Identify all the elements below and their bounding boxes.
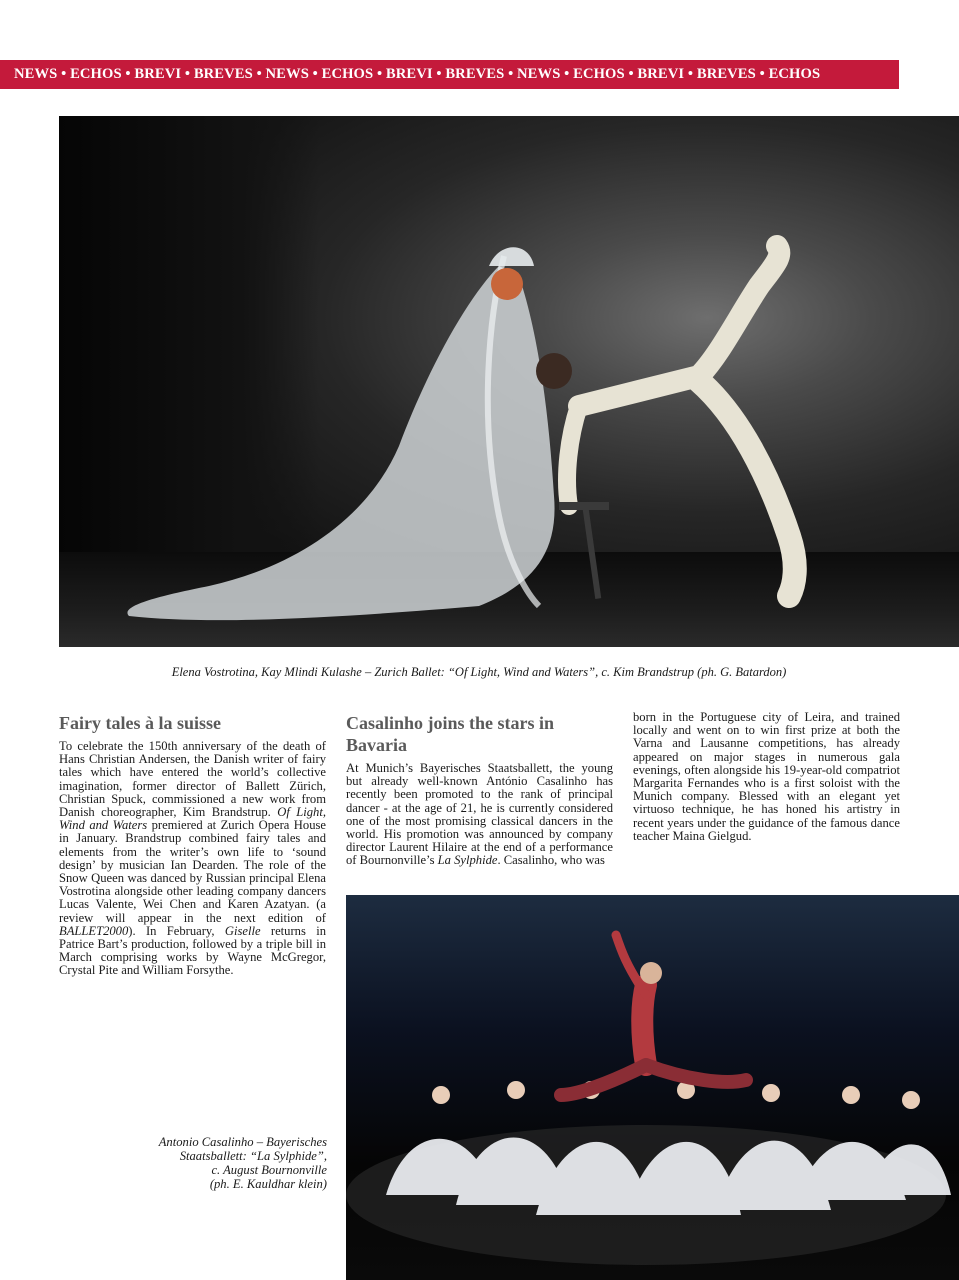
- photo-caption-bottom: Antonio Casalinho – Bayerisches Staatsballett: “La Sylphide”, c. August Bournonville (ph. E. Kauldhar klein): [158, 1135, 327, 1191]
- article-casalinho-continued: [633, 711, 900, 843]
- article-body: At Munich’s Bayerisches Staatsballett, the young but already well-known António Casalinho has recently been promoted to the rank of principal dancer - at the age of 21, he is currently considered one of the most promising classical dancers in the world. His promotion was announced by company director Laurent Hilaire at the end of a performance of Bournonville’s La Sylphide. Casalinho, who was: [346, 761, 613, 868]
- article-fairy-tales: [59, 712, 326, 978]
- sylphide-illustration: [346, 895, 959, 1280]
- photo-caption-top: Elena Vostrotina, Kay Mlindi Kulashe – Zurich Ballet: “Of Light, Wind and Waters”, c. Kim Brandstrup (ph. G. Batardon): [171, 665, 787, 679]
- article-title: Fairy tales à la suisse: [59, 713, 221, 733]
- article-body: To celebrate the 150th anniversary of the death of Hans Christian Andersen, the Danish writer of fairy tales which have entered the world’s collective imagination, former director of Ballett Zürich, Christian Spuck, commissioned a new work from Danish choreographer, Kim Brandstrup. Of Light, Wind and Waters premiered at Zurich Opera House in January. Brandstrup combined fairy tales and elements from the writer’s own life to ‘sound design’ by musician Ian Dearden. The role of the Snow Queen was danced by Russian principal Elena Vostrotina alongside other leading company dancers Lucas Valente, Wei Chen and Karen Azatyan. (a review will appear in the next edition of BALLET2000). In February, Giselle returns in Patrice Bart’s production, followed by a triple bill in March comprising works by Wayne McGregor, Crystal Pite and William Forsythe.: [59, 739, 326, 978]
- article-casalinho: [346, 712, 613, 868]
- dancers-illustration: [59, 116, 959, 647]
- photo-zurich-ballet: [59, 116, 959, 647]
- article-title: Casalinho joins the stars in Bavaria: [346, 713, 555, 755]
- article-body-continued: born in the Portuguese city of Leira, and trained locally and went on to win first prize at both the Varna and Lausanne competitions, has already appeared on major stages in numerous gala evenings, often alongside his 19-year-old compatriot Margarita Fernandes who is a first soloist with the Munich company. Blessed with an elegant yet virtuoso technique, he has honed his artistry in recent years under the guidance of the famous dance teacher Maina Gielgud.: [633, 710, 900, 843]
- section-banner: NEWS • ECHOS • BREVI • BREVES • NEWS • ECHOS • BREVI • BREVES • NEWS • ECHOS • BREVI • BREVES • ECHOS: [0, 60, 899, 89]
- photo-la-sylphide: [346, 895, 959, 1280]
